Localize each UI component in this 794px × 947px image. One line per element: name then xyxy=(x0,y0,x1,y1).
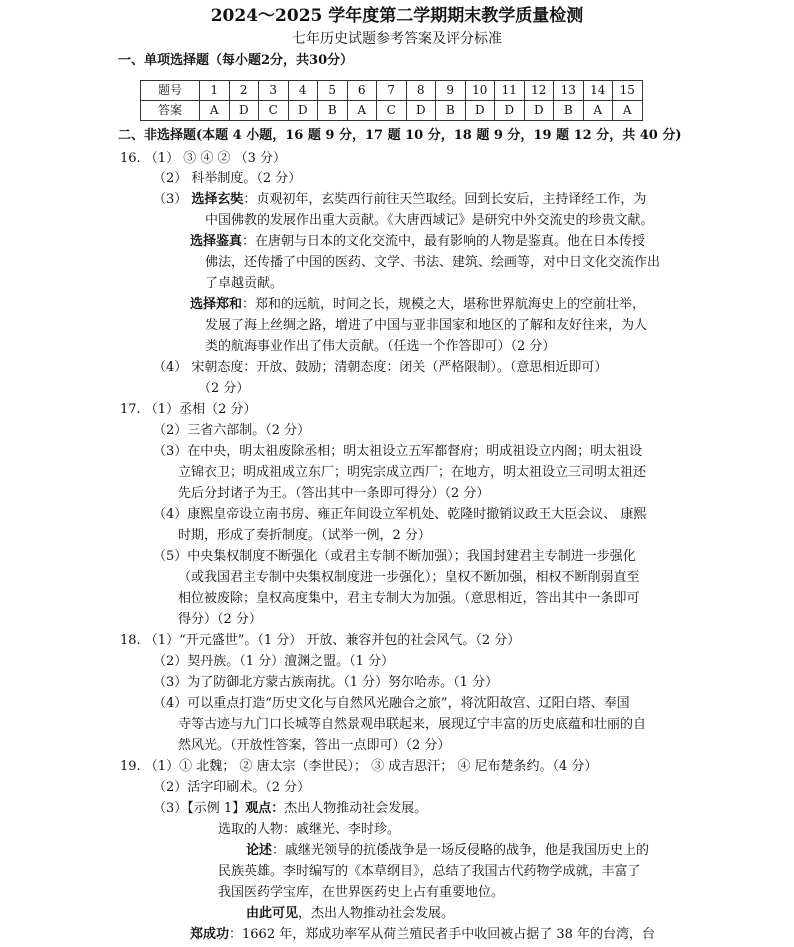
row-label-numbers: 题号 xyxy=(141,81,200,101)
answer-line xyxy=(190,294,645,315)
answer-line xyxy=(120,756,597,777)
line-text: 得分）（2 分） xyxy=(178,612,262,627)
line-text: 民族英雄。李时编写的《本草纲目》，总结了我国古代药物学成就，丰富了 xyxy=(218,864,641,879)
answer-cell: D xyxy=(229,101,259,121)
answer-line xyxy=(190,231,645,252)
question-number: 7 xyxy=(377,81,407,101)
answer-line xyxy=(246,840,649,861)
question-number: 8 xyxy=(406,81,436,101)
answer-line xyxy=(153,420,310,441)
answer-line xyxy=(153,546,636,567)
question-number: 9 xyxy=(436,81,466,101)
question-number: 12 xyxy=(524,81,554,101)
table-row-numbers xyxy=(141,81,643,101)
line-prefix: （3） xyxy=(153,192,192,207)
answer-cell: D xyxy=(406,101,436,121)
line-text: 相位被废除；皇权高度集中，君主专制大为加强。（意思相近，答出其中一条即可 xyxy=(178,591,640,606)
line-text: 杰出人物推动社会发展。 xyxy=(284,801,428,816)
bold-label: 论述 xyxy=(246,843,273,858)
question-number: 1 xyxy=(200,81,230,101)
question-number: 15 xyxy=(613,81,643,101)
answer-line xyxy=(153,357,607,378)
answer-line xyxy=(246,903,454,924)
answer-cell: C xyxy=(259,101,289,121)
line-text: 中国佛教的发展作出重大贡献。《大唐西域记》是研究中外交流史的珍贵文献。 xyxy=(205,213,654,228)
answer-line xyxy=(153,504,646,525)
answer-line xyxy=(153,777,310,798)
answer-cell: D xyxy=(465,101,495,121)
answer-line xyxy=(218,882,504,903)
line-text: （3）在中央，明太祖废除丞相；明太祖设立五军都督府；明成祖设立内阁；明太祖设 xyxy=(153,444,643,459)
answer-line xyxy=(120,148,286,169)
line-text: （或我国君主专制中央集权制度进一步强化）；皇权不断加强，相权不断削弱直至 xyxy=(178,570,640,585)
line-text: （4）康熙皇帝设立南书房、雍正年间设立军机处、乾隆时撤销议政王大臣会议、 康熙 xyxy=(153,507,647,522)
line-text: （2 分） xyxy=(198,381,250,396)
bold-label: 选择玄奘 xyxy=(191,192,244,207)
line-text: 佛法，还传播了中国的医药、文学、书法、建筑、绘画等，对中日文化交流作出 xyxy=(205,255,661,270)
line-text: （2）活字印刷术。（2 分） xyxy=(153,780,311,795)
answer-line xyxy=(178,714,646,735)
line-text: 18. （1）“开元盛世”。（1 分） 开放、兼容并包的社会风气。（2 分） xyxy=(120,633,521,648)
answer-line xyxy=(178,588,640,609)
question-number: 2 xyxy=(229,81,259,101)
line-text: ：1662 年，郑成功率军从荷兰殖民者手中收回被占据了 38 年的台湾，台 xyxy=(229,927,656,942)
answer-line xyxy=(205,273,283,294)
section-2-heading: 二、非选择题(本题 4 小题，16 题 9 分，17 题 10 分，18 题 9 分，19 题 12 分，共 40 分) xyxy=(118,128,682,143)
bold-label: 选择郑和 xyxy=(190,297,243,312)
question-number: 5 xyxy=(318,81,348,101)
question-number: 13 xyxy=(554,81,584,101)
question-number: 10 xyxy=(465,81,495,101)
table-row-answers xyxy=(141,101,643,121)
answer-cell: B xyxy=(436,101,466,121)
answer-line xyxy=(153,168,301,189)
answer-cell: A xyxy=(583,101,613,121)
line-text: （2）三省六部制。（2 分） xyxy=(153,423,311,438)
bold-label: 由此可见 xyxy=(246,906,299,921)
bold-label: 选择鉴真 xyxy=(190,234,243,249)
line-text: 发展了海上丝绸之路，增进了中国与亚非国家和地区的了解和友好往来，为人 xyxy=(205,318,648,333)
answer-line xyxy=(178,483,489,504)
line-text: （2） 科举制度。（2 分） xyxy=(153,171,302,186)
line-text: ：贞观初年，玄奘西行前往天竺取经。回到长安后，主持译经工作，为 xyxy=(243,192,647,207)
line-text: ，杰出人物推动社会发展。 xyxy=(298,906,455,921)
question-number: 4 xyxy=(288,81,318,101)
answer-line xyxy=(153,189,646,210)
answer-cell: A xyxy=(347,101,377,121)
line-text: ：在唐朝与日本的文化交流中，最有影响的人物是鉴真。他在日本传授 xyxy=(242,234,646,249)
answer-cell: B xyxy=(554,101,584,121)
section-1-heading: 一、单项选择题（每小题2分，共30分） xyxy=(118,53,354,68)
answer-line xyxy=(153,672,498,693)
answer-line xyxy=(218,861,641,882)
answer-line xyxy=(153,441,642,462)
line-text: 17. （1）丞相（2 分） xyxy=(120,402,257,417)
answer-cell: C xyxy=(377,101,407,121)
line-text: 了卓越贡献。 xyxy=(205,276,284,291)
line-text: 16. （1） ③ ④ ② （3 分） xyxy=(120,151,287,166)
page-title: 2024～2025 学年度第二学期期末教学质量检测 xyxy=(210,6,584,26)
bold-label: 郑成功 xyxy=(190,927,230,942)
answer-line xyxy=(178,567,640,588)
answer-line xyxy=(178,462,646,483)
answer-line xyxy=(178,735,450,756)
line-text: ：戚继光领导的抗倭战争是一场反侵略的战争，他是我国历史上的 xyxy=(272,843,650,858)
row-label-answers: 答案 xyxy=(141,101,200,121)
bold-label: 观点： xyxy=(245,801,285,816)
question-number: 14 xyxy=(583,81,613,101)
answer-line xyxy=(205,252,660,273)
answer-cell: A xyxy=(200,101,230,121)
question-number: 3 xyxy=(259,81,289,101)
question-number: 6 xyxy=(347,81,377,101)
answer-line xyxy=(178,609,262,630)
line-text: （2）契丹族。（1 分）澶渊之盟。（1 分） xyxy=(153,654,395,669)
answer-line xyxy=(218,819,400,840)
answer-cell: D xyxy=(288,101,318,121)
line-text: 时期，形成了奏折制度。（试举一例，2 分） xyxy=(178,528,431,543)
question-number: 11 xyxy=(495,81,525,101)
line-text: 类的航海事业作出了伟大贡献。（任选一个作答即可）（2 分） xyxy=(205,339,556,354)
answer-line xyxy=(205,210,654,231)
line-text: （5）中央集权制度不断强化（或君主专制不断加强）；我国封建君主专制进一步强化 xyxy=(153,549,636,564)
answer-line xyxy=(153,798,427,819)
answer-cell: D xyxy=(495,101,525,121)
answer-cell: B xyxy=(318,101,348,121)
answer-line xyxy=(178,525,431,546)
line-text: ：郑和的远航，时间之长，规模之大，堪称世界航海史上的空前壮举， xyxy=(242,297,646,312)
line-text: （4） 宋朝态度：开放、鼓励；清朝态度：闭关（严格限制）。（意思相近即可） xyxy=(153,360,608,375)
answer-line xyxy=(205,336,555,357)
line-text: 19. （1）① 北魏； ② 唐太宗（李世民）； ③ 成吉思汗； ④ 尼布楚条约。（4 分） xyxy=(120,759,598,774)
answer-cell: A xyxy=(613,101,643,121)
answer-table xyxy=(140,80,643,121)
page-subtitle: 七年历史试题参考答案及评分标准 xyxy=(292,31,502,47)
answer-line xyxy=(153,693,630,714)
line-text: 寺等古迹与九门口长城等自然景观串联起来，展现辽宁丰富的历史底蕴和壮丽的自 xyxy=(178,717,647,732)
line-prefix: （3）【示例 1】 xyxy=(153,801,246,816)
line-text: 先后分封诸子为王。（答出其中一条即可得分）（2 分） xyxy=(178,486,490,501)
answer-line xyxy=(205,315,647,336)
line-text: （3）为了防御北方蒙古族南扰。（1 分）努尔哈赤。（1 分） xyxy=(153,675,499,690)
line-text: 我国医药学宝库，在世界医药史上占有重要地位。 xyxy=(218,885,505,900)
answer-line xyxy=(120,399,256,420)
line-text: 然风光。（开放性答案，答出一点即可）（2 分） xyxy=(178,738,451,753)
answer-line xyxy=(153,651,394,672)
line-text: 选取的人物：戚继光、李时珍。 xyxy=(218,822,401,837)
answer-line xyxy=(190,924,655,945)
answer-cell: D xyxy=(524,101,554,121)
answer-line xyxy=(120,630,520,651)
answer-line xyxy=(198,378,249,399)
line-text: （4）可以重点打造“历史文化与自然风光融合之旅”，将沈阳故宫、辽阳白塔、奉国 xyxy=(153,696,630,711)
line-text: 立锦衣卫；明成祖成立东厂；明宪宗成立西厂；在地方，明太祖设立三司明太祖还 xyxy=(178,465,647,480)
